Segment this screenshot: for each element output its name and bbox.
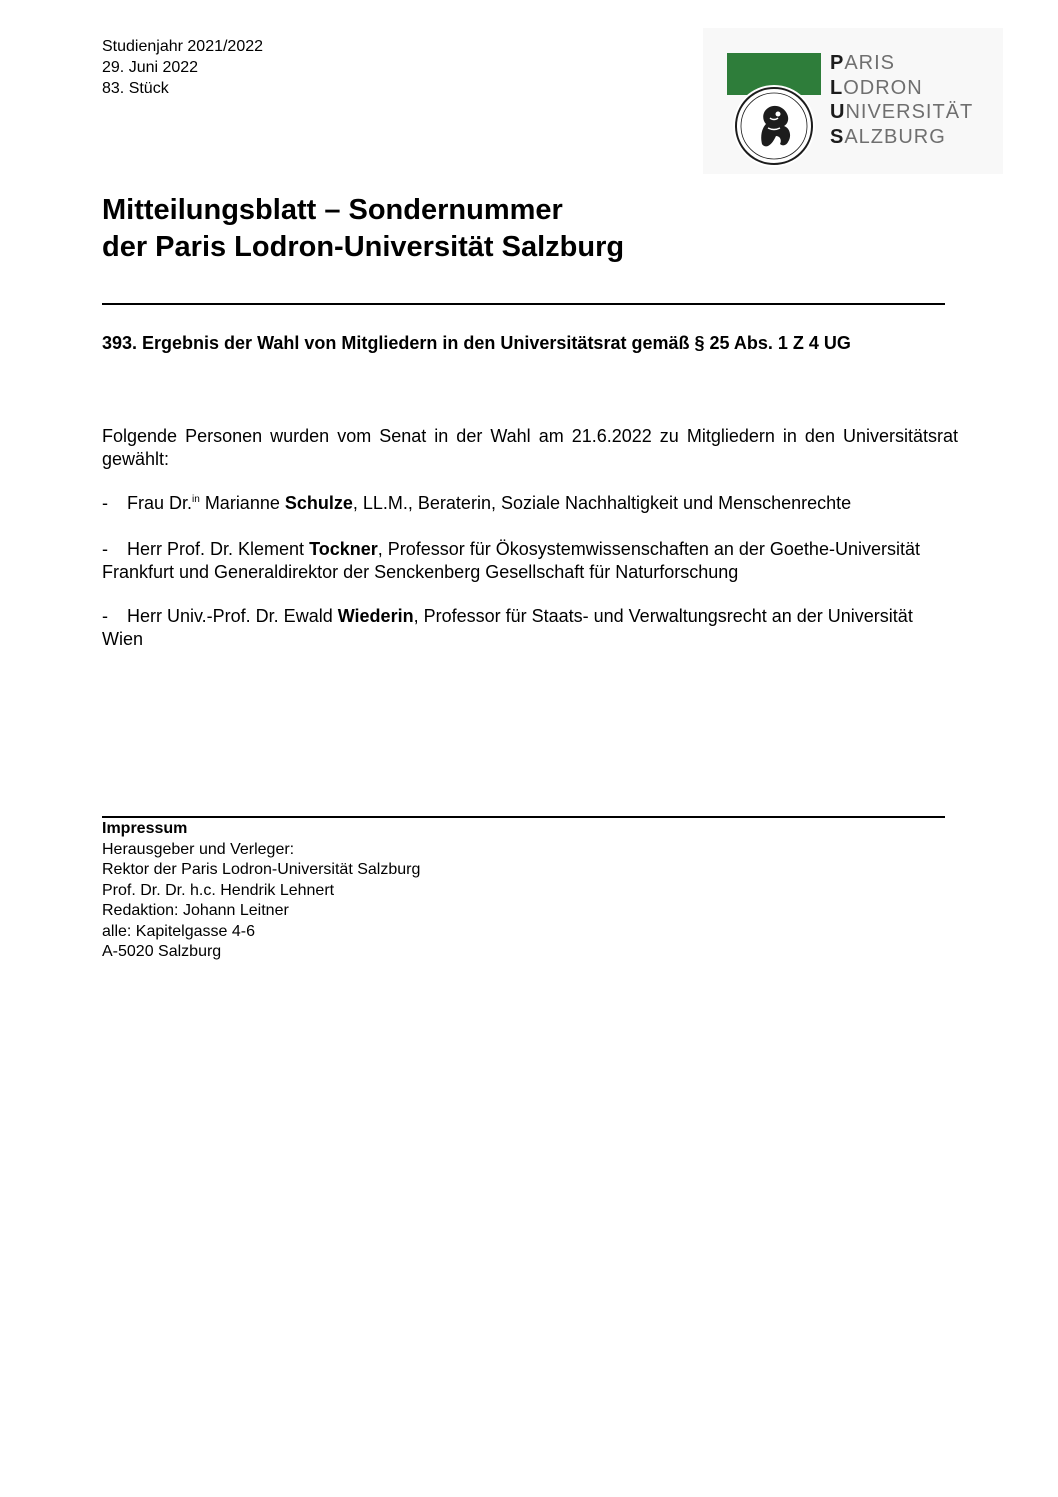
logo-wordmark: PARIS LODRON UNIVERSITÄT SALZBURG (830, 52, 974, 148)
title-divider (102, 303, 945, 305)
impressum-line: A-5020 Salzburg (102, 943, 222, 960)
intro-paragraph: Folgende Personen wurden vom Senat in der Wahl am 21.6.2022 zu Mitgliedern in den Universitätsrat gewählt: (102, 426, 958, 469)
impressum-label: Impressum (102, 820, 188, 837)
study-year: Studienjahr 2021/2022 (102, 38, 264, 55)
impressum-line: alle: Kapitelgasse 4-6 (102, 922, 255, 940)
member-item: - Frau Dr.$^{in}$ Marianne Schulze, LL.M., Beraterin, Soziale Nachhaltigkeit und Menschenrechte (102, 493, 852, 513)
lion-seal-icon (732, 84, 816, 168)
member-item: - Herr Univ.-Prof. Dr. Ewald Wiederin, Professor für Staats- und Verwaltungsrecht an der Universität Wien (102, 606, 913, 649)
member-item: - Herr Prof. Dr. Klement Tockner, Professor für Ökosystemwissenschaften an der Goethe-Universität Frankfurt und Generaldirektor der Senckenberg Gesellschaft für Naturforschung (102, 539, 920, 582)
impressum-line: Prof. Dr. Dr. h.c. Hendrik Lehnert (102, 881, 335, 899)
issue-date: 29. Juni 2022 (102, 59, 199, 76)
impressum-line: Rektor der Paris Lodron-Universität Salzburg (102, 861, 421, 878)
issue-meta (102, 36, 263, 99)
section-heading: 393. Ergebnis der Wahl von Mitgliedern in den Universitätsrat gemäß § 25 Abs. 1 Z 4 UG (102, 333, 851, 353)
impressum (102, 819, 420, 963)
issue-number: 83. Stück (102, 80, 169, 97)
impressum-line: Herausgeber und Verleger: (102, 840, 295, 858)
impressum-line: Redaktion: Johann Leitner (102, 902, 289, 919)
university-logo (703, 28, 1003, 174)
impressum-divider (102, 816, 945, 818)
document-title: Mitteilungsblatt – Sondernummer der Paris Lodron-Universität Salzburg (102, 194, 625, 263)
